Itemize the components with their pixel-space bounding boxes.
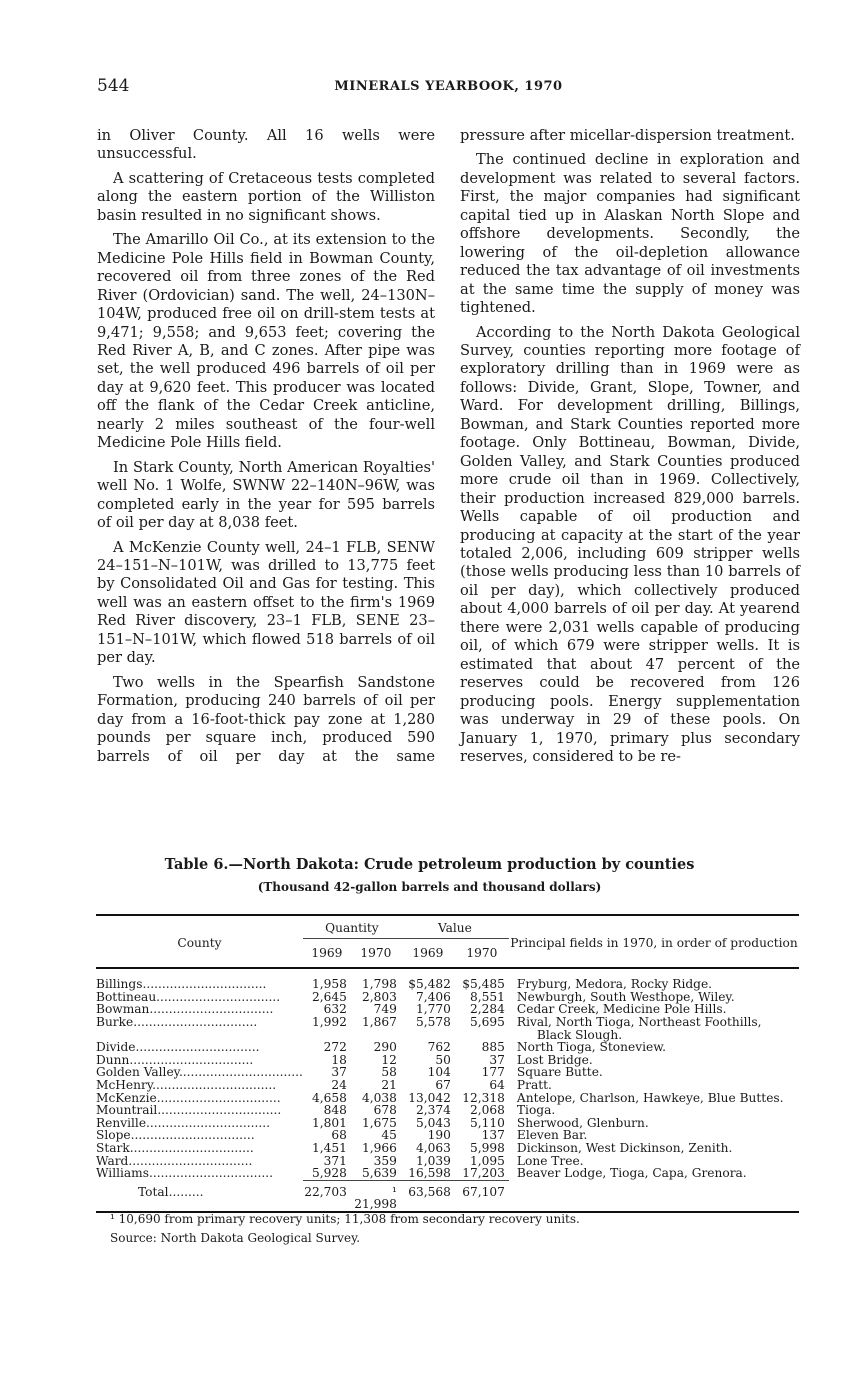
- cell-v1969: 16,598: [408, 1166, 451, 1181]
- cell-v1970: 5,110: [470, 1115, 505, 1130]
- cell-county: Williams................................: [96, 1167, 273, 1181]
- paragraph: In Stark County, North American Royalties' well No. 1 Wolfe, SWNW 22–140N–96W, was completed early in the year for 595 barrels of oil per day at 8,038 feet.: [97, 458, 435, 532]
- header-q1970: 1970: [360, 945, 392, 960]
- cell-q1970: 1,867: [362, 1014, 397, 1029]
- cell-county: Billings................................: [96, 977, 267, 991]
- cell-q1970: 2,803: [362, 989, 397, 1004]
- left-column: [97, 127, 435, 772]
- cell-q1970: 5,639: [362, 1166, 397, 1181]
- production-table: [96, 914, 799, 1213]
- paragraph: Two wells in the Spearfish Sandstone Formation, producing 240 barrels of oil per day from a 16-foot-thick pay zone at 1,280 pounds per square inch, produced 590 barrels of oil per day at the same: [97, 673, 435, 765]
- total-v1969: 63,568: [408, 1184, 451, 1199]
- cell-county: Dunn................................: [96, 1053, 254, 1067]
- cell-v1970: 64: [489, 1077, 505, 1092]
- cell-county: Renville................................: [96, 1116, 271, 1130]
- cell-v1969: 104: [427, 1065, 451, 1080]
- cell-q1970: 749: [373, 1002, 397, 1017]
- cell-v1970: 1,095: [470, 1153, 505, 1168]
- cell-fields: Tioga.: [516, 1103, 556, 1118]
- cell-v1969: 1,770: [416, 1002, 451, 1017]
- cell-q1969: 632: [323, 1002, 347, 1017]
- table-row: [96, 968, 799, 991]
- cell-q1969: 272: [323, 1040, 347, 1055]
- cell-v1969: 50: [435, 1052, 451, 1067]
- cell-fields: Dickinson, West Dickinson, Zenith.: [516, 1140, 733, 1155]
- cell-fields: Fryburg, Medora, Rocky Ridge.: [516, 977, 713, 992]
- cell-fields: Pratt.: [516, 1077, 552, 1092]
- cell-v1970: 12,318: [462, 1090, 505, 1105]
- cell-q1970: 45: [381, 1128, 397, 1143]
- table-row: [96, 1041, 799, 1054]
- cell-v1970: 5,998: [470, 1140, 505, 1155]
- paragraph: pressure after micellar-dispersion treatment.: [460, 127, 795, 144]
- cell-q1969: 1,801: [312, 1115, 347, 1130]
- cell-q1970: 1,966: [362, 1140, 397, 1155]
- total-q1969: 22,703: [304, 1184, 347, 1199]
- cell-v1970: 5,695: [470, 1014, 505, 1029]
- cell-v1970: $5,485: [462, 977, 505, 992]
- paragraph: The Amarillo Oil Co., at its extension to the Medicine Pole Hills field in Bowman County, recovered oil from three zones of the Red River (Ordovician) sand. The well, 24–130N–104W, produced free oil on drill-stem tests at 9,471; 9,558; and 9,653 feet; covering the Red River A, B, and C zones. After pipe was set, the well produced 496 barrels of oil per day at 9,620 feet. This producer was located off the flank of the Cedar Creek anticline, nearly 2 miles southeast of the four-well Medicine Pole Hills field.: [97, 231, 435, 452]
- cell-v1970: 2,068: [470, 1103, 505, 1118]
- cell-v1970: 2,284: [470, 1002, 505, 1017]
- cell-q1970: 290: [373, 1040, 397, 1055]
- cell-q1970: 58: [381, 1065, 397, 1080]
- header-v1969: 1969: [412, 945, 444, 960]
- table-row: [96, 1167, 799, 1180]
- cell-q1970: 678: [373, 1103, 397, 1118]
- cell-county: Bowman................................: [96, 1003, 274, 1016]
- table-source: Source: North Dakota Geological Survey.: [110, 1231, 361, 1245]
- cell-q1969: 1,451: [312, 1140, 347, 1155]
- cell-q1970: 21: [381, 1077, 397, 1092]
- table-subtitle: (Thousand 42-gallon barrels and thousand dollars): [257, 880, 602, 894]
- cell-q1969: 5,928: [312, 1166, 347, 1181]
- cell-q1969: 371: [323, 1153, 347, 1168]
- cell-v1969: 190: [427, 1128, 451, 1143]
- total-q1970: ¹ 21,998: [354, 1184, 397, 1212]
- total-row: [96, 1186, 799, 1212]
- cell-v1970: 17,203: [462, 1166, 505, 1181]
- header-fields: Principal fields in 1970, in order of production: [510, 936, 798, 951]
- cell-v1969: 1,039: [416, 1153, 451, 1168]
- right-column: [460, 127, 800, 772]
- total-label: Total.........: [138, 1184, 204, 1199]
- cell-q1970: 12: [381, 1052, 397, 1067]
- page-header: [97, 76, 800, 98]
- cell-q1970: 359: [373, 1153, 397, 1168]
- cell-county: Golden Valley................................: [96, 1066, 303, 1079]
- cell-fields: Sherwood, Glenburn.: [516, 1115, 649, 1130]
- header-v1970: 1970: [466, 945, 498, 960]
- cell-fields: Lone Tree.: [516, 1153, 584, 1168]
- cell-county: Ward................................: [96, 1154, 253, 1168]
- cell-q1969: 848: [323, 1103, 347, 1118]
- cell-q1970: 1,675: [362, 1115, 397, 1130]
- table-row: [96, 1079, 799, 1092]
- cell-fields: Cedar Creek, Medicine Pole Hills.: [516, 1002, 727, 1017]
- cell-county: Divide................................: [96, 1041, 260, 1054]
- cell-v1970: 8,551: [470, 989, 505, 1004]
- cell-county: Burke................................: [96, 1015, 258, 1029]
- cell-v1969: 5,578: [416, 1014, 451, 1029]
- cell-county: McHenry................................: [96, 1078, 277, 1092]
- table-row: [96, 1104, 799, 1117]
- paragraph: A scattering of Cretaceous tests completed along the eastern portion of the Williston basin resulted in no significant shows.: [97, 169, 435, 224]
- table-footnote: ¹ 10,690 from primary recovery units; 11,308 from secondary recovery units.: [110, 1212, 580, 1226]
- header-value: Value: [401, 915, 509, 938]
- header-county: County: [177, 936, 222, 951]
- cell-fields: Newburgh, South Westhope, Wiley.: [516, 989, 735, 1004]
- cell-fields: Square Butte.: [516, 1065, 603, 1080]
- cell-v1969: 13,042: [408, 1090, 451, 1105]
- cell-q1970: 1,798: [362, 977, 397, 992]
- cell-county: Bottineau................................: [96, 990, 281, 1004]
- header-q1969: 1969: [311, 945, 343, 960]
- cell-v1969: 67: [435, 1077, 451, 1092]
- paragraph: A McKenzie County well, 24–1 FLB, SENW 24–151–N–101W, was drilled to 13,775 feet by Consolidated Oil and Gas for testing. This well was an eastern offset to the firm's 1969 Red River discovery, 23–1 FLB, SENE 23–151–N–101W, which flowed 518 barrels of oil per day.: [97, 538, 435, 667]
- cell-q1969: 37: [331, 1065, 347, 1080]
- cell-v1969: 5,043: [416, 1115, 451, 1130]
- cell-county: Stark................................: [96, 1141, 254, 1155]
- paragraph: According to the North Dakota Geological Survey, counties reporting more footage of exploratory drilling than in 1969 were as follows: Divide, Grant, Slope, Towner, and Ward. For development drilling, Billings, Bowman, and Stark Counties reported more footage. Only Bottineau, Bowman, Divide, Golden Valley, and Stark Counties produced more crude oil than in 1969. Collectively, their production increased 829,000 barrels. Wells capable of oil production and producing at capacity at the start of the year totaled 2,006, including 609 stripper wells (those wells producing less than 10 barrels of oil per day), which collectively produced about 4,000 barrels of oil per day. At yearend there were 2,031 wells capable of producing oil, of which 679 were stripper wells. It is estimated that about 47 percent of the reserves could be recovered from 126 producing pools. Energy supplementation was underway in 29 of these pools. On January 1, 1970, primary plus secondary reserves, considered to be re-: [460, 323, 800, 765]
- table-row: [96, 1142, 799, 1155]
- cell-q1969: 24: [331, 1077, 347, 1092]
- cell-v1969: 7,406: [416, 989, 451, 1004]
- cell-q1970: 4,038: [362, 1090, 397, 1105]
- cell-v1970: 177: [481, 1065, 505, 1080]
- total-v1970: 67,107: [462, 1184, 505, 1199]
- cell-fields: North Tioga, Stoneview.: [516, 1040, 667, 1055]
- paragraph: in Oliver County. All 16 wells were unsuccessful.: [97, 127, 435, 163]
- page-number: 544: [97, 76, 130, 96]
- cell-county: Slope................................: [96, 1129, 255, 1142]
- cell-v1970: 137: [481, 1128, 505, 1143]
- cell-v1970: 885: [481, 1040, 505, 1055]
- table-title: Table 6.—North Dakota: Crude petroleum production by counties: [164, 856, 695, 873]
- cell-v1969: 762: [427, 1040, 451, 1055]
- cell-q1969: 2,645: [312, 989, 347, 1004]
- cell-q1969: 1,992: [312, 1014, 347, 1029]
- cell-q1969: 18: [331, 1052, 347, 1067]
- cell-county: McKenzie................................: [96, 1091, 281, 1105]
- table-row: [96, 1016, 799, 1041]
- cell-fields: Lost Bridge.: [516, 1052, 593, 1067]
- cell-q1969: 1,958: [312, 977, 347, 992]
- cell-fields: Eleven Bar.: [516, 1128, 588, 1143]
- cell-v1970: 37: [489, 1052, 505, 1067]
- header-quantity: Quantity: [303, 915, 401, 938]
- running-title: MINERALS YEARBOOK, 1970: [334, 79, 563, 94]
- cell-q1969: 68: [331, 1128, 347, 1143]
- cell-v1969: 2,374: [416, 1103, 451, 1118]
- paragraph: The continued decline in exploration and development was related to several factors. First, the major companies had significant capital tied up in Alaskan North Slope and offshore developments. Secondly, the lowering of the oil-depletion allowance reduced the tax advantage of oil investments at the same time the supply of money was tightened.: [460, 151, 800, 317]
- cell-fields: Antelope, Charlson, Hawkeye, Blue Buttes.: [516, 1090, 784, 1105]
- cell-v1969: 4,063: [416, 1140, 451, 1155]
- cell-county: Mountrail................................: [96, 1104, 282, 1117]
- cell-fields: Beaver Lodge, Tioga, Capa, Grenora.: [516, 1166, 747, 1181]
- cell-fields: Rival, North Tioga, Northeast Foothills, Black Slough.: [516, 1014, 762, 1042]
- cell-v1969: $5,482: [408, 977, 451, 992]
- cell-q1969: 4,658: [312, 1090, 347, 1105]
